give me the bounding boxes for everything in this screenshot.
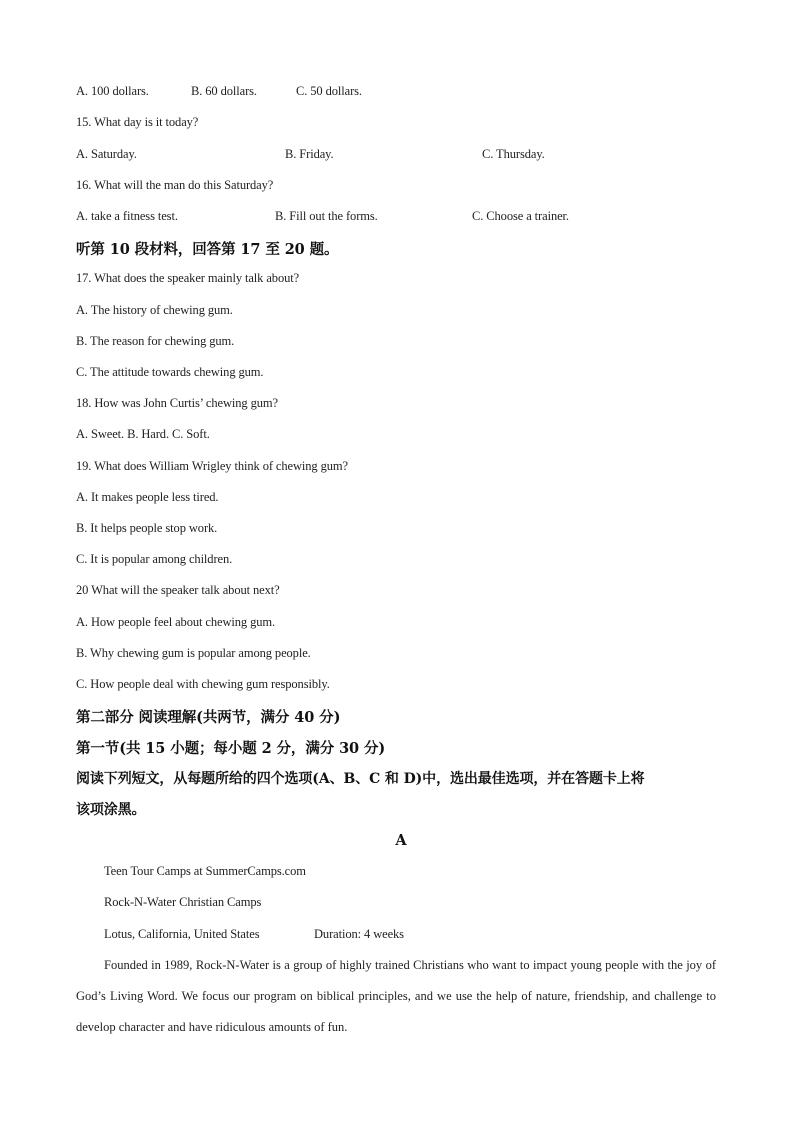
option-a: A. 100 dollars. (76, 84, 149, 98)
passage-line-1: Teen Tour Camps at SummerCamps.com (104, 864, 306, 878)
question-20-option-c: C. How people deal with chewing gum responsibly. (76, 677, 330, 691)
question-20-option-a: A. How people feel about chewing gum. (76, 615, 276, 629)
question-20-option-b: B. Why chewing gum is popular among people. (76, 646, 311, 660)
question-20: 20 What will the speaker talk about next? (76, 583, 280, 597)
question-17-option-a: A. The history of chewing gum. (76, 303, 233, 317)
instructions-line-2: 该项涂黑。 (76, 802, 146, 818)
passage-paragraph: Founded in 1989, Rock-N-Water is a group of highly trained Christians who want to impact young people with the joy of God’s Living Word. We focus our program on biblical principles, and we use the help of nature, friendship, and challenge to develop character and have ridiculous amounts of fun. (76, 958, 716, 1034)
option-a: A. take a fitness test. (76, 209, 178, 223)
option-b: B. 60 dollars. (191, 84, 257, 98)
option-b: B. Fill out the forms. (275, 209, 378, 223)
section-1-title: 第一节(共 15 小题；每小题 2 分，满分 30 分) (76, 740, 386, 757)
question-19: 19. What does William Wrigley think of chewing gum? (76, 459, 348, 473)
section-heading-10: 听第 10 段材料，回答第 17 至 20 题。 (76, 241, 339, 258)
option-a: A. Saturday. (76, 147, 137, 161)
question-18: 18. How was John Curtis’ chewing gum? (76, 396, 278, 410)
duration-text: Duration: 4 weeks (314, 927, 404, 941)
passage-line-2: Rock-N-Water Christian Camps (104, 895, 262, 909)
question-17-option-b: B. The reason for chewing gum. (76, 334, 235, 348)
instructions-line-1: 阅读下列短文，从每题所给的四个选项(A、B、C 和 D)中，选出最佳选项，并在答题卡上将 (76, 771, 645, 787)
question-17: 17. What does the speaker mainly talk about? (76, 271, 300, 285)
option-b: B. Friday. (285, 147, 334, 161)
location-text: Lotus, California, United States (104, 927, 260, 941)
question-15: 15. What day is it today? (76, 115, 199, 129)
question-18-options: A. Sweet. B. Hard. C. Soft. (76, 427, 210, 441)
question-19-option-a: A. It makes people less tired. (76, 490, 219, 504)
option-c: C. Thursday. (482, 147, 545, 161)
question-16: 16. What will the man do this Saturday? (76, 178, 274, 192)
question-17-option-c: C. The attitude towards chewing gum. (76, 365, 264, 379)
part-2-title: 第二部分 阅读理解(共两节，满分 40 分) (76, 709, 341, 726)
question-19-option-c: C. It is popular among children. (76, 552, 233, 566)
option-c: C. Choose a trainer. (472, 209, 569, 223)
option-c: C. 50 dollars. (296, 84, 362, 98)
question-19-option-b: B. It helps people stop work. (76, 521, 218, 535)
passage-label: A (395, 832, 407, 849)
